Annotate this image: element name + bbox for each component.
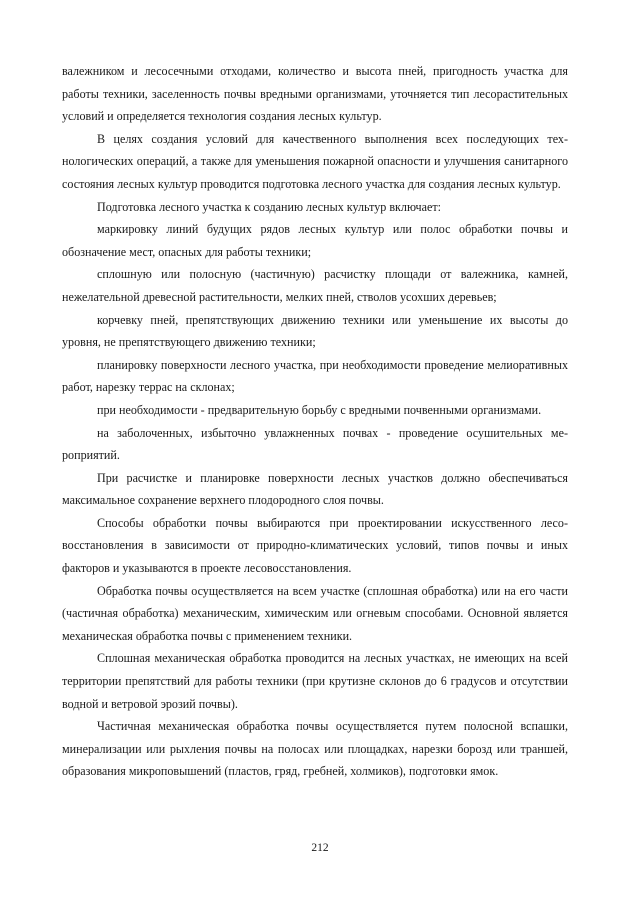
list-item: маркировку линий будущих рядов лесных культур или полос обработки почвы и обозначение мест, опасных для работы техники;: [62, 222, 568, 259]
paragraph: валежником и лесосечными отходами, количество и высота пней, пригодность участка для работы техники, заселенность почвы вредными организмами, уточняется тип лесорастительных условий и определяется технология создания лесных культур.: [62, 64, 568, 124]
page-number: 212: [311, 842, 329, 854]
paragraph: При расчистке и планировке поверхности лесных участков должно обеспечиваться максимальное сохранение верхнего плодородного слоя почвы.: [62, 470, 568, 508]
paragraph: Частичная механическая обработка почвы осуществляется путем полосной вспашки, минерализации или рыхления почвы на полосах или площадках, нарезки борозд или траншей, образования микроповышений (пластов, гряд, гребней, холмиков), подготовки ямок.: [62, 719, 568, 779]
paragraph: Подготовка лесного участка к созданию лесных культур включает:: [97, 199, 441, 214]
list-item: при необходимости - предварительную борьбу с вредными почвенными организмами.: [97, 402, 542, 417]
list-item: планировку поверхности лесного участка, при необходимости проведение мелиоративных работ, нарезку террас на склонах;: [62, 357, 568, 395]
list-item: корчевку пней, препятствующих движению техники или уменьшение их высоты до уровня, не препятствующего движению техники;: [62, 312, 568, 350]
paragraph: Способы обработки почвы выбираются при проектировании искусственного лесовосстановления в зависимости от природно-климатических условий, типов почвы и иных факторов и указываются в проекте лесовосстановления.: [62, 515, 568, 576]
list-item: сплошную или полосную (частичную) расчистку площади от валежника, камней, нежелательной древесной растительности, мелких пней, стволов усохших деревьев;: [62, 267, 568, 304]
paragraph: Сплошная механическая обработка проводится на лесных участках, не имеющих на всей территории препятствий для работы техники (при крутизне склонов до 6 градусов и отсутствии водной и ветровой эрозий почвы).: [62, 651, 568, 711]
body-text: [62, 60, 568, 783]
paragraph: Обработка почвы осуществляется на всем участке (сплошная обработка) или на его части (частичная обработка) механическим, химическим или огневым способами. Основной является механическая обработка почвы с применением техники.: [62, 583, 568, 643]
paragraph: В целях создания условий для качественного выполнения всех последующих технологических операций, а также для уменьшения пожарной опасности и улучшения санитарного состояния лесных культур проводится подготовка лесного участка для создания лесных культур.: [62, 131, 568, 191]
list-item: на заболоченных, избыточно увлажненных почвах - проведение осушительных мероприятий.: [62, 425, 568, 463]
